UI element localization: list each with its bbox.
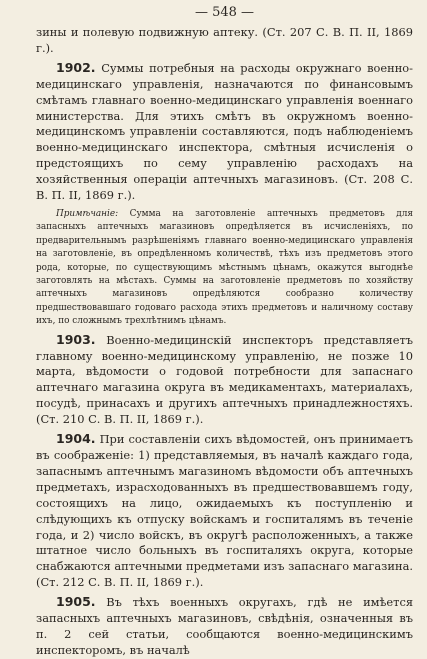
- footnote-remark: [36, 208, 413, 329]
- section-text: Въ тѣхъ военныхъ округахъ, гдѣ не имѣется запасныхъ аптечныхъ магазиновъ, свѣдѣнія, означенныя въ п. 2 сей статьи, сообщаются военно-медицинскимъ инспекторомъ, въ началѣ: [36, 595, 414, 657]
- intro-paragraph: зины и полевую подвижную аптеку. (Ст. 207 С. В. П. II, 1869 г.).: [36, 25, 413, 55]
- note-label: Примѣчаніе:: [56, 208, 119, 219]
- section-text: При составленіи сихъ вѣдомостей, онъ принимаетъ въ соображеніе: 1) представляемыя, въ началѣ каждаго года, запаснымъ аптечнымъ магазиномъ вѣдомости объ аптечныхъ предметахъ, израсходованныхъ въ предшествовавшемъ году, состоящихъ на лицо, ожидаемыхъ къ поступленію и слѣдующихъ къ отпуску войскамъ и госпиталямъ въ теченіе года, и 2) число войскъ, въ округѣ расположенныхъ, а также штатное число больныхъ въ госпиталяхъ округа, которые снабжаются аптечными предметами изъ запаснаго магазина. (Ст. 212 С. В. П. II, 1869 г.).: [36, 432, 413, 590]
- section-1905: [36, 594, 413, 659]
- page-number: — 548 —: [194, 5, 255, 20]
- section-1904: [36, 431, 413, 591]
- section-text: Военно-медицинскій инспекторъ представляетъ главному военно-медицинскому управленію, не позже 10 марта, вѣдомости о годовой потребности для запаснаго аптечнаго магазина округа въ медикаментахъ, материалахъ, посудѣ, принасахъ и другихъ аптечныхъ принадлежностяхъ. (Ст. 210 С. В. П. II, 1869 г.).: [36, 332, 413, 427]
- section-1903: [36, 332, 413, 428]
- section-number: 1905.: [56, 594, 96, 610]
- main-text: [36, 25, 413, 204]
- section-text: Суммы потребныя на расходы окружнаго военно-медицинскаго управленія, назначаются по финансовымъ смѣтамъ главнаго военно-медицинскаго управленія военнаго министерства. Для этихъ смѣтъ въ окружномъ военно-медицинскомъ управленіи составляются, подъ наблюденіемъ военно-медицинскаго инспектора, смѣтныя исчисленія о предстоящихъ по сему управленію расходахъ на хозяйственныя операціи аптечныхъ магазиновъ. (Ст. 208 С. В. П. II, 1869 г.).: [36, 60, 413, 203]
- section-number: 1903.: [56, 331, 96, 347]
- section-number: 1902.: [56, 59, 96, 75]
- section-number: 1904.: [56, 431, 96, 447]
- section-1902: [36, 60, 413, 204]
- main-text-continued: [36, 332, 413, 659]
- note-text: Сумма на заготовленіе аптечныхъ предметовъ для запасныхъ аптечныхъ магазиновъ опредѣляется въ исчисленіяхъ, по предварительнымъ разрѣшеніямъ главнаго военно-медицинскаго управленія на заготовленіе, въ опредѣленномъ количествѣ, тѣхъ изъ предметовъ этого рода, которые, по существующимъ мѣстнымъ цѣнамъ, окажутся выгоднѣе заготовлять на мѣстахъ. Суммы на заготовленіе предметовъ по хозяйству аптечныхъ магазиновъ опредѣляются сообразно количеству предшествовавшаго годоваго расхода этихъ предметовъ и наличному составу ихъ, по сложнымъ трехлѣтнимъ цѣнамъ.: [36, 208, 414, 327]
